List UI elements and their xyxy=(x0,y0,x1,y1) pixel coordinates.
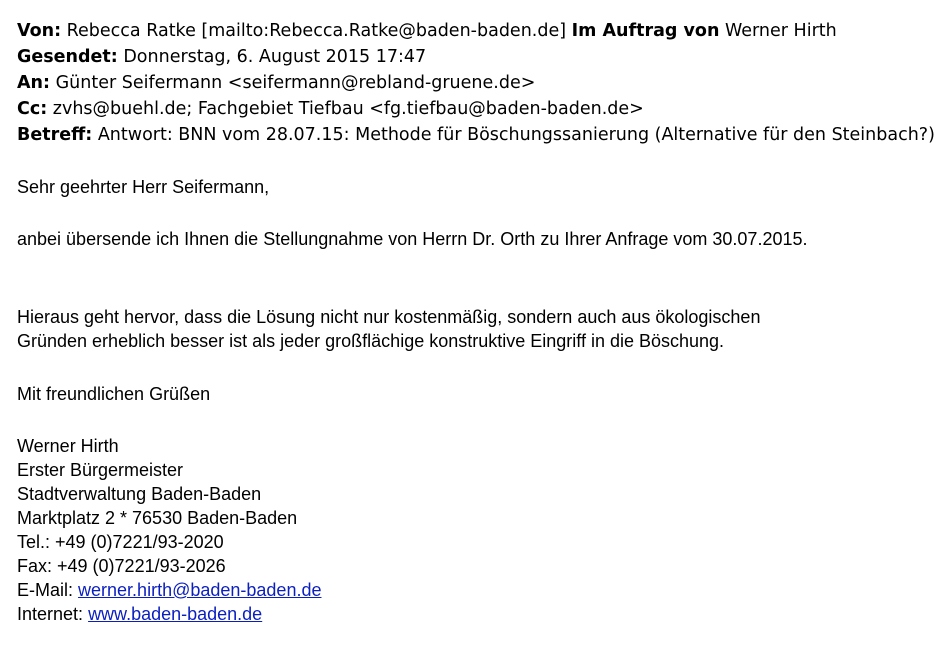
greeting: Sehr geehrter Herr Seifermann, xyxy=(17,177,270,197)
signature-web-line xyxy=(17,602,935,626)
sent-value: Donnerstag, 6. August 2015 17:47 xyxy=(123,47,427,67)
sent-label: Gesendet: xyxy=(17,47,118,67)
from-line xyxy=(17,18,935,44)
signature-address: Marktplatz 2 * 76530 Baden-Baden xyxy=(17,508,298,528)
signature-email-line xyxy=(17,578,935,602)
cc-value: zvhs@buehl.de; Fachgebiet Tiefbau <fg.tiefbau@baden-baden.de> xyxy=(52,99,644,119)
cc-label: Cc: xyxy=(17,99,48,119)
subject-value: Antwort: BNN vom 28.07.15: Methode für Böschungssanierung (Alternative für den Steinbach?) xyxy=(97,125,935,145)
from-value: Rebecca Ratke [mailto:Rebecca.Ratke@baden-baden.de] xyxy=(66,21,567,41)
cc-line xyxy=(17,96,935,122)
subject-line xyxy=(17,122,935,148)
paragraph-conclusion xyxy=(17,305,935,353)
signature-phone: Tel.: +49 (0)7221/93-2020 xyxy=(17,532,224,552)
from-label: Von: xyxy=(17,21,62,41)
email-message xyxy=(17,18,935,626)
closing: Mit freundlichen Grüßen xyxy=(17,384,211,404)
signature-web-link[interactable]: www.baden-baden.de xyxy=(88,604,263,624)
email-body xyxy=(17,175,935,626)
on-behalf-value: Werner Hirth xyxy=(725,21,837,41)
to-line xyxy=(17,70,935,96)
signature-fax: Fax: +49 (0)7221/93-2026 xyxy=(17,556,226,576)
signature-email-label: E-Mail: xyxy=(17,580,74,600)
subject-label: Betreff: xyxy=(17,125,93,145)
to-label: An: xyxy=(17,73,51,93)
paragraph-conclusion-line-2: Gründen erheblich besser ist als jeder großflächige konstruktive Eingriff in die Böschung. xyxy=(17,331,725,351)
email-header xyxy=(17,18,935,148)
paragraph-conclusion-line-1: Hieraus geht hervor, dass die Lösung nicht nur kostenmäßig, sondern auch aus ökologischen xyxy=(17,307,761,327)
to-value: Günter Seifermann <seifermann@rebland-gruene.de> xyxy=(55,73,536,93)
signature-name: Werner Hirth xyxy=(17,436,119,456)
signature-org: Stadtverwaltung Baden-Baden xyxy=(17,484,262,504)
signature-block xyxy=(17,434,935,626)
signature-title: Erster Bürgermeister xyxy=(17,460,184,480)
signature-email-link[interactable]: werner.hirth@baden-baden.de xyxy=(78,580,322,600)
signature-web-label: Internet: xyxy=(17,604,84,624)
on-behalf-label: Im Auftrag von xyxy=(571,21,720,41)
paragraph-attachment-note: anbei übersende ich Ihnen die Stellungnahme von Herrn Dr. Orth zu Ihrer Anfrage vom 30.07.2015. xyxy=(17,229,808,249)
sent-line xyxy=(17,44,935,70)
